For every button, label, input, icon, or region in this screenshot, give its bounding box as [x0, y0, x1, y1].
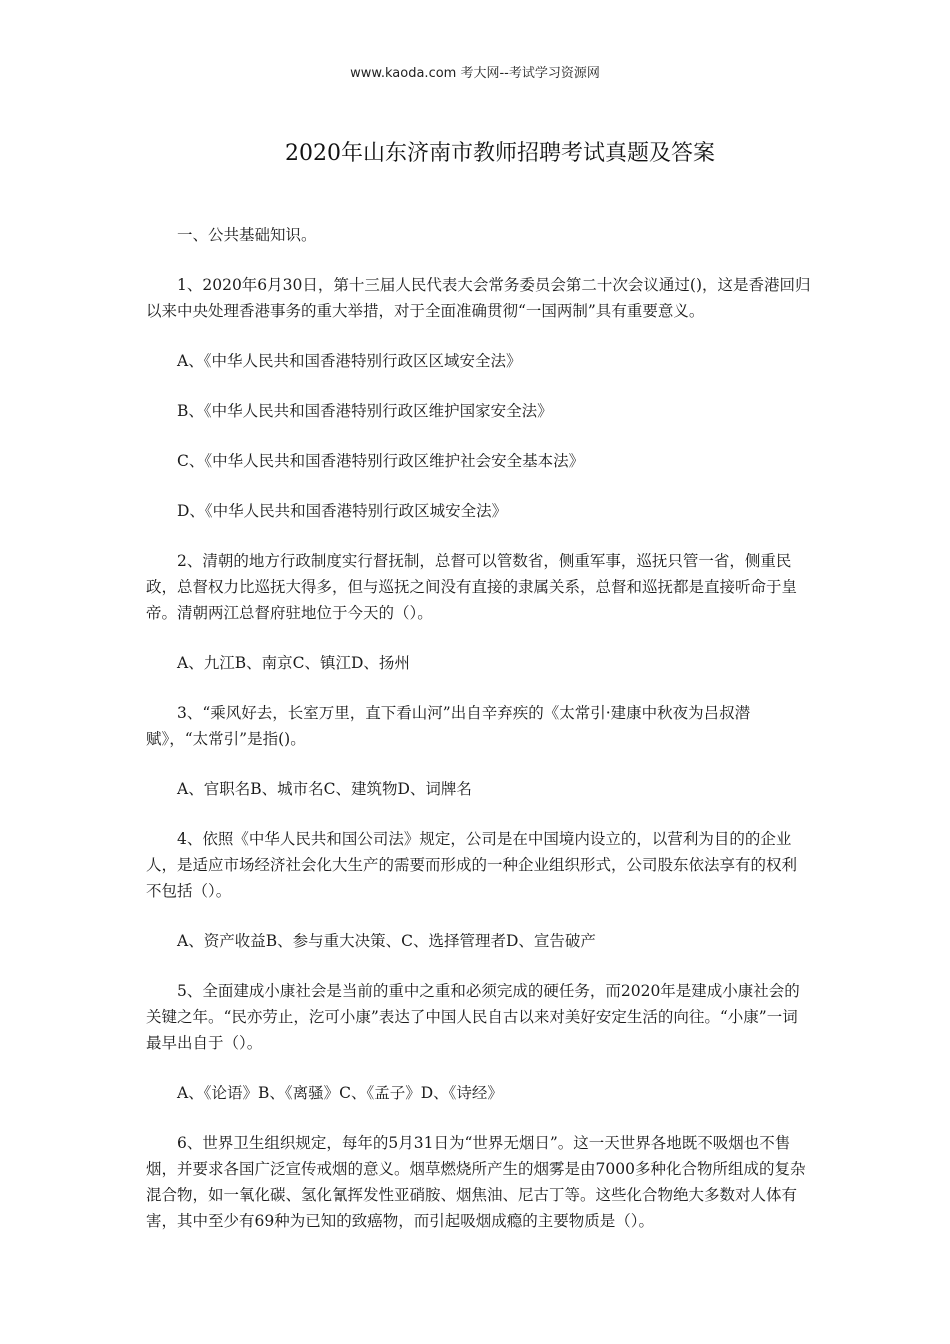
question-2: [146, 548, 811, 676]
question-1: [146, 272, 811, 524]
question-stem: 2、清朝的地方行政制度实行督抚制，总督可以管数省，侧重军事，巡抚只管一省，侧重民政，总督权力比巡抚大得多，但与巡抚之间没有直接的隶属关系，总督和巡抚都是直接听命于皇帝。清朝两江总督府驻地位于今天的（）。: [146, 552, 798, 622]
site-header: www.kaoda.com 考大网--考试学习资源网: [350, 66, 600, 81]
option-b: B、《中华人民共和国香港特别行政区维护国家安全法》: [177, 402, 553, 420]
option-d: D、《中华人民共和国香港特别行政区城安全法》: [177, 502, 508, 520]
document-body: [146, 222, 811, 1258]
question-5: [146, 978, 811, 1106]
section-title: 一、公共基础知识。: [177, 226, 317, 244]
question-stem: 4、依照《中华人民共和国公司法》规定，公司是在中国境内设立的，以营利为目的的企业人，是适应市场经济社会化大生产的需要而形成的一种企业组织形式，公司股东依法享有的权利不包括（）。: [146, 830, 798, 900]
question-stem: 6、世界卫生组织规定，每年的5月31日为“世界无烟日”。这一天世界各地既不吸烟也不售烟，并要求各国广泛宣传戒烟的意义。烟草燃烧所产生的烟雾是由7000多种化合物所组成的复杂混合物，如一氧化碳、氢化氰挥发性亚硝胺、烟焦油、尼古丁等。这些化合物绝大多数对人体有害，其中至少有69种为已知的致癌物，而引起吸烟成瘾的主要物质是（）。: [146, 1134, 806, 1230]
question-stem: 5、全面建成小康社会是当前的重中之重和必须完成的硬任务，而2020年是建成小康社会的关键之年。“民亦劳止，汔可小康”表达了中国人民自古以来对美好安定生活的向往。“小康”一词最早出自于（）。: [146, 982, 800, 1052]
question-stem: 1、2020年6月30日，第十三届人民代表大会常务委员会第二十次会议通过()，这是香港回归以来中央处理香港事务的重大举措，对于全面准确贯彻“一国两制”具有重要意义。: [146, 276, 811, 320]
question-stem: 3、“乘风好去，长室万里，直下看山河”出自辛弃疾的《太常引·建康中秋夜为吕叔潜赋》，“太常引”是指()。: [146, 704, 751, 748]
question-6: [146, 1130, 811, 1234]
options-line: A、《论语》B、《离骚》C、《孟子》D、《诗经》: [177, 1084, 503, 1102]
document-title: 2020年山东济南市教师招聘考试真题及答案: [285, 141, 715, 166]
option-a: A、《中华人民共和国香港特别行政区区域安全法》: [177, 352, 522, 370]
options-line: A、官职名B、城市名C、建筑物D、词牌名: [177, 780, 472, 798]
question-4: [146, 826, 811, 954]
question-3: [146, 700, 811, 802]
options-line: A、九江B、南京C、镇江D、扬州: [177, 654, 410, 672]
options-line: A、资产收益B、参与重大决策、C、选择管理者D、宣告破产: [177, 932, 596, 950]
option-c: C、《中华人民共和国香港特别行政区维护社会安全基本法》: [177, 452, 585, 470]
